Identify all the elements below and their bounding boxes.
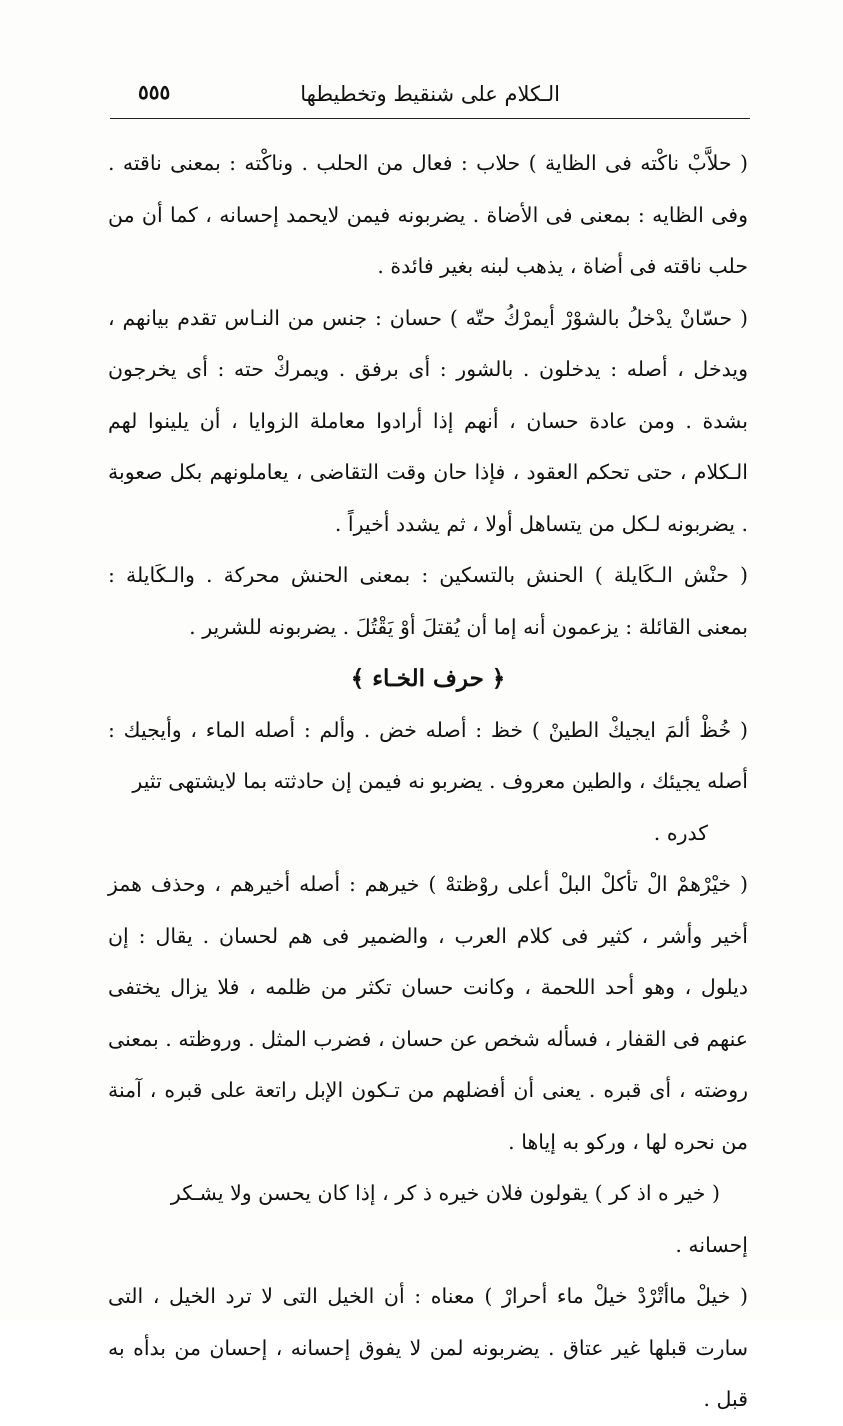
page-body [108,138,748,1426]
paragraph-khuz-tail: كدره . [653,820,708,845]
page-header [110,78,750,114]
paragraph-hallab: ( حلاَّبْ ناكْته فى الظاية ) حلاب : فعال من الحلب . وناكْته : بمعنى ناقته . وفى الظايه : بمعنى فى الأضاة . يضربونه فيمن لايحمد إحسانه ، كما أن من حلب ناقته فى أضاة ، يذهب لبنه بغير فائدة . [108,151,748,278]
paragraph-khayl: ( خيلْ ماأتْرْدْ خيلْ ماء أحرارْ ) معناه : أن الخيل التى لا ترد الخيل ، التى سارت قبلها غير عتاق . يضربونه لمن لا يفوق إحسانه ، إحسان من بدأه به قبل . [108,1284,748,1411]
paragraph-khayruhum: ( خيْرْهمْ الْ تأكلْ البلْ أعلى روْظتهْ ) خيرهم : أصله أخيرهم ، وحذف همز أخير وأشر ، كثير فى كلام العرب ، والضمير فى هم لحسان . يقال : إن ديلول ، وهو أحد اللحمة ، وكانت حسان تكثر من ظلمه ، فلا يزال يختفى عنهم فى القفار ، فسأله شخص عن حسان ، فضرب المثل . وروظته . بمعنى روضته ، أى قبره . يعنى أن أفضلهم من تـكون الإبل راتعة على قبره ، آمنة من نحره لها ، وركو به إياها . [108,872,748,1154]
header-divider [110,118,750,119]
paragraph-khayr-dhikr-tail: إحسانه . [675,1232,748,1257]
paragraph-khayr-dhikr: ( خير ه اذ كر ) يقولون فلان خيره ذ كر ، إذا كان يحسن ولا يشـكر [170,1181,720,1205]
paragraph-hanash: ( حنْش الـكَايلة ) الحنش بالتسكين : بمعنى الحنش محركة . والـكَايلة : بمعنى القائلة : يزعمون أنه إما أن يُقتلَ أوْ يَقْتُلَ . يضربونه للشرير . [108,563,748,639]
paragraph-hassan: ( حسّانْ يدْخلُ بالشوْرْ أيمرْكُ حتّه ) حسان : جنس من النـاس تقدم بيانهم ، ويدخل ، أصله : يدخلون . بالشور : أى برفق . ويمركْ حته : أى يخرجون بشدة . ومن عادة حسان ، أنهم إذا أرادوا معاملة الزوايا ، أن يلينوا لهم الـكلام ، حتى تحكم العقود ، فإذا حان وقت التقاضى ، يعاملونهم بكل صعوبة . يضربونه لـكل من يتساهل أولا ، ثم يشدد أخيراً . [108,305,748,536]
running-title: الـكلام على شنقيط وتخطيطها [300,82,560,106]
page-number: ٥٥٥ [138,80,171,104]
paragraph-khuz: ( خُظْ ألمَ ايجيكْ الطينْ ) خظ : أصله خض . وألم : أصله الماء ، وأيجيك : أصله يجيئك ، والطين معروف . يضربو نه فيمن إن حادثته بما لايشتهى تثير [108,717,748,793]
section-heading: ﴿ حرف الخـاء ﴾ [350,665,506,692]
